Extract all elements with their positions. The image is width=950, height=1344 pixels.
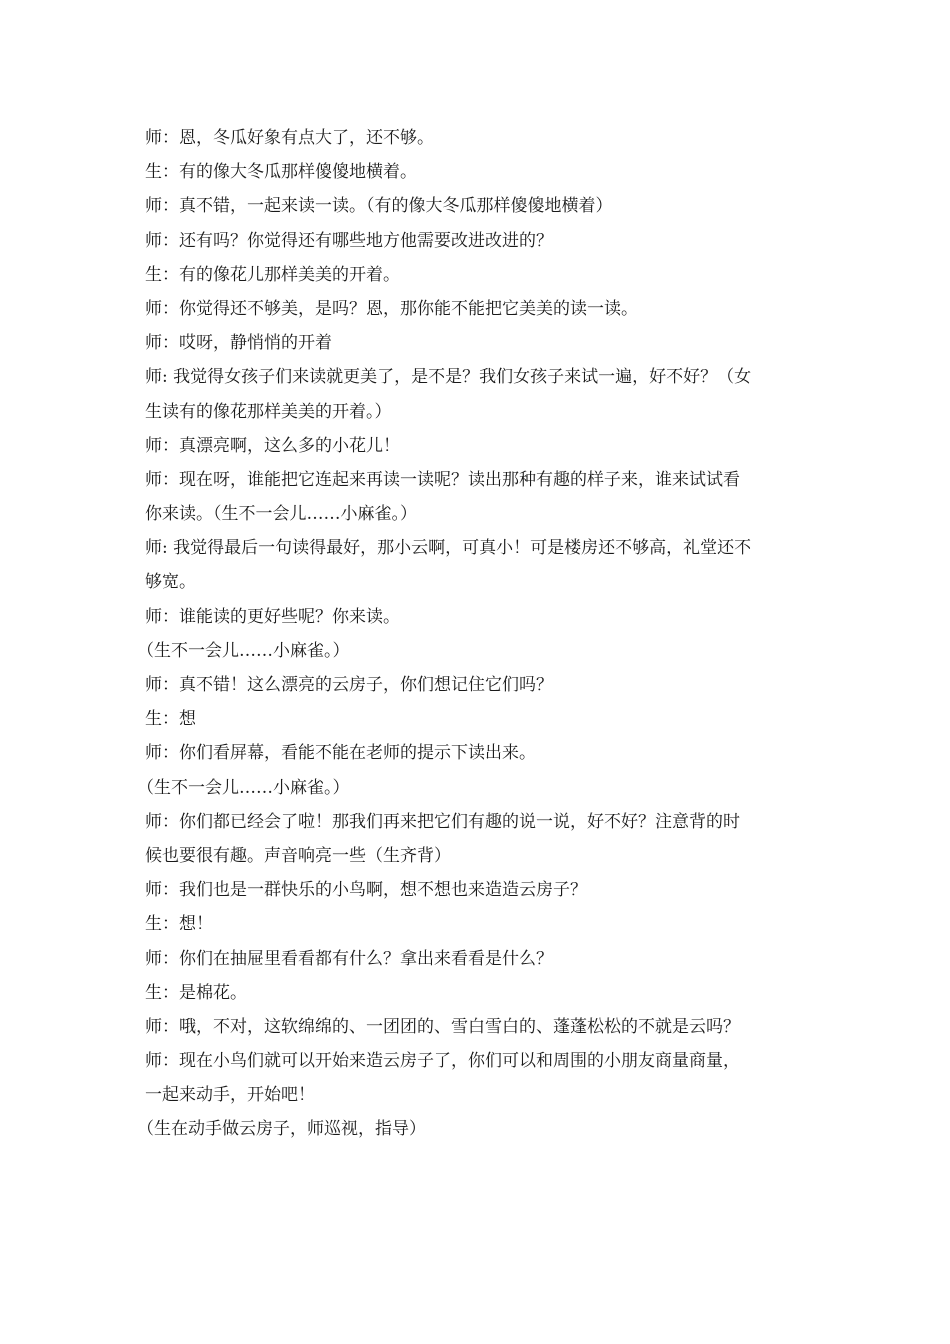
- text-line: 师: 我觉得最后一句读得最好，那小云啊，可真小！可是楼房还不够高，礼堂还不: [145, 538, 752, 559]
- text-line: 师：真不错，一起来读一读。（有的像大冬瓜那样傻傻地横着）: [145, 196, 613, 217]
- text-line: 生：是棉花。: [145, 982, 247, 1003]
- text-line: （生在动手做云房子，师巡视，指导）: [137, 1119, 426, 1140]
- text-line: 生：有的像花儿那样美美的开着。: [145, 264, 400, 285]
- text-line: 一起来动手，开始吧！: [145, 1085, 315, 1106]
- text-line: 师：我们也是一群快乐的小鸟啊，想不想也来造造云房子？: [145, 880, 587, 901]
- text-line: 你来读。（生不一会儿……小麻雀。）: [145, 504, 417, 525]
- text-line: 师：你觉得还不够美，是吗？恩，那你能不能把它美美的读一读。: [145, 298, 638, 319]
- text-line: （生不一会儿……小麻雀。）: [137, 777, 350, 798]
- text-line: 生：想！: [145, 914, 213, 935]
- text-line: 师：哦，不对，这软绵绵的、一团团的、雪白雪白的、蓬蓬松松的不就是云吗？: [145, 1016, 740, 1037]
- text-line: 师: 我觉得女孩子们来读就更美了，是不是？我们女孩子来试一遍，好不好？（女: [145, 367, 752, 388]
- text-line: 生：有的像大冬瓜那样傻傻地横着。: [145, 162, 417, 183]
- text-line: 师：你们在抽屉里看看都有什么？拿出来看看是什么？: [145, 948, 553, 969]
- text-line: 师：现在小鸟们就可以开始来造云房子了，你们可以和周围的小朋友商量商量，: [145, 1051, 740, 1072]
- text-line: 候也要很有趣。声音响亮一些（生齐背）: [145, 845, 451, 866]
- text-line: 生：想: [145, 709, 196, 730]
- text-line: 师：真不错！这么漂亮的云房子，你们想记住它们吗？: [145, 675, 553, 695]
- text-line: 师：你们都已经会了啦！那我们再来把它们有趣的说一说，好不好？注意背的时: [145, 811, 740, 832]
- text-line: 师：谁能读的更好些呢？你来读。: [145, 606, 400, 627]
- text-line: （生不一会儿……小麻雀。）: [137, 640, 350, 661]
- text-line: 生读有的像花那样美美的开着。）: [145, 401, 392, 422]
- dialogue-text: [137, 121, 810, 1147]
- text-line: 师：真漂亮啊，这么多的小花儿！: [145, 435, 400, 456]
- text-line: 师：现在呀，谁能把它连起来再读一读呢？读出那种有趣的样子来，谁来试试看: [145, 469, 740, 490]
- text-line: 够宽。: [145, 572, 196, 593]
- text-line: 师：你们看屏幕，看能不能在老师的提示下读出来。: [145, 743, 536, 764]
- text-line: 师：哎呀，静悄悄的开着: [145, 333, 332, 354]
- text-line: 师：还有吗？你觉得还有哪些地方他需要改进改进的？: [145, 230, 553, 251]
- text-line: 师：恩，冬瓜好象有点大了，还不够。: [145, 128, 434, 148]
